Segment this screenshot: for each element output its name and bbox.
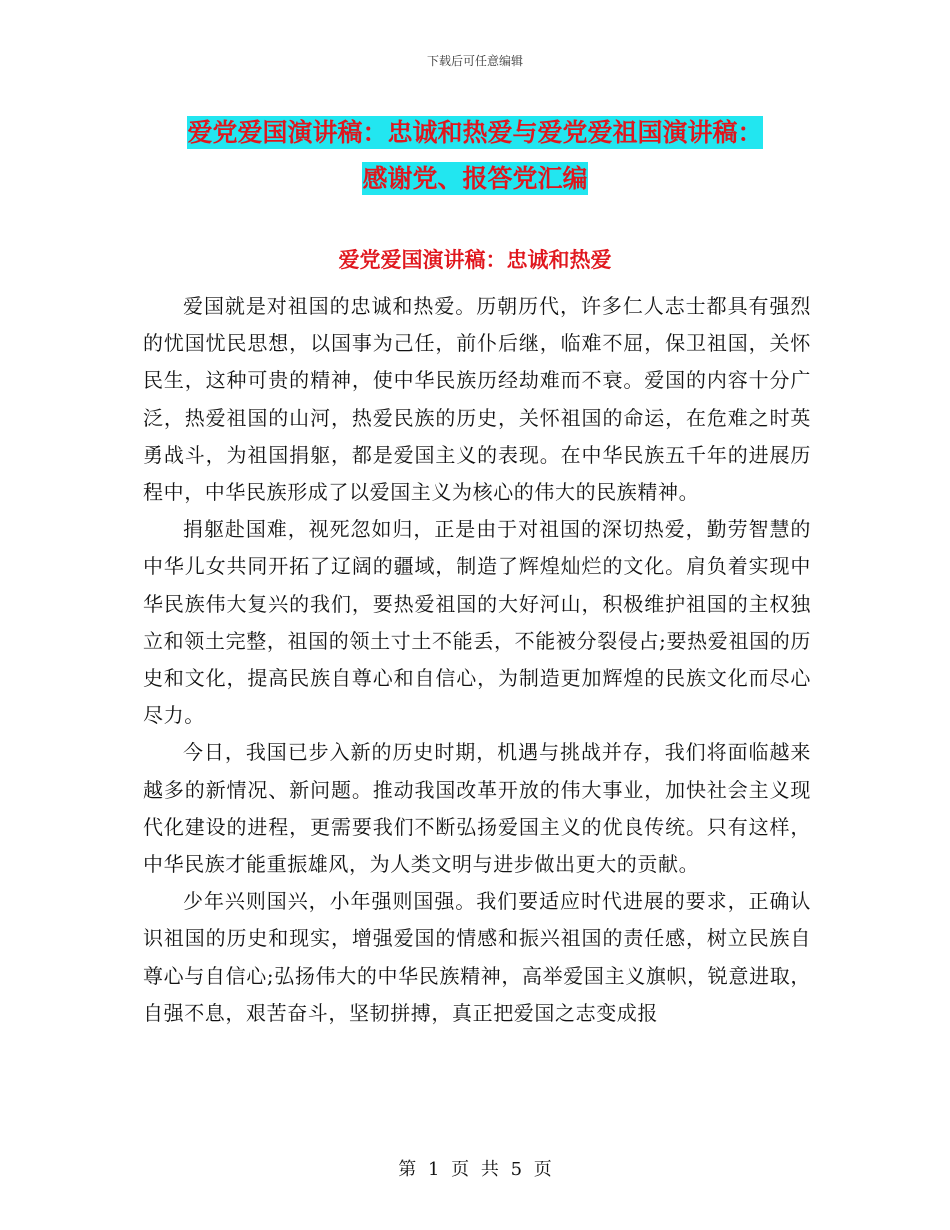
- paragraph-2: 捐躯赴国难，视死忽如归，正是由于对祖国的深切热爱，勤劳智慧的中华儿女共同开拓了辽阔的疆域，制造了辉煌灿烂的文化。肩负着实现中华民族伟大复兴的我们，要热爱祖国的大好河山，积极维护祖国的主权独立和领土完整，祖国的领土寸土不能丢，不能被分裂侵占;要热爱祖国的历史和文化，提高民族自尊心和自信心，为制造更加辉煌的民族文化而尽心尽力。: [143, 517, 811, 728]
- paragraph-3: 今日，我国已步入新的历史时期，机遇与挑战并存，我们将面临越来越多的新情况、新问题。推动我国改革开放的伟大事业，加快社会主义现代化建设的进程，更需要我们不断弘扬爱国主义的优良传统。只有这样，中华民族才能重振雄风，为人类文明与进步做出更大的贡献。: [143, 740, 811, 877]
- header-note: 下载后可任意编辑: [426, 54, 523, 68]
- paragraph-1: 爱国就是对祖国的忠诚和热爱。历朝历代，许多仁人志士都具有强烈的忧国忧民思想，以国事为己任，前仆后继，临难不屈，保卫祖国，关怀民生，这种可贵的精神，使中华民族历经劫难而不衰。爱国的内容十分广泛，热爱祖国的山河，热爱民族的历史，关怀祖国的命运，在危难之时英勇战斗，为祖国捐躯，都是爱国主义的表现。在中华民族五千年的进展历程中，中华民族形成了以爱国主义为核心的伟大的民族精神。: [143, 294, 811, 505]
- page-number-footer: 第 1 页 共 5 页: [398, 1159, 552, 1180]
- document-title-line-2: 感谢党、报答党汇编: [362, 164, 588, 193]
- document-title-line-1: 爱党爱国演讲稿：忠诚和热爱与爱党爱祖国演讲稿：: [187, 118, 763, 147]
- body-text: [143, 288, 811, 1032]
- document-title: [0, 110, 950, 202]
- section-title: 爱党爱国演讲稿：忠诚和热爱: [338, 248, 612, 272]
- paragraph-4: 少年兴则国兴，小年强则国强。我们要适应时代进展的要求，正确认识祖国的历史和现实，增强爱国的情感和振兴祖国的责任感，树立民族自尊心与自信心;弘扬伟大的中华民族精神，高举爱国主义旗帜，锐意进取，自强不息，艰苦奋斗，坚韧拼搏，真正把爱国之志变成报: [143, 889, 811, 1025]
